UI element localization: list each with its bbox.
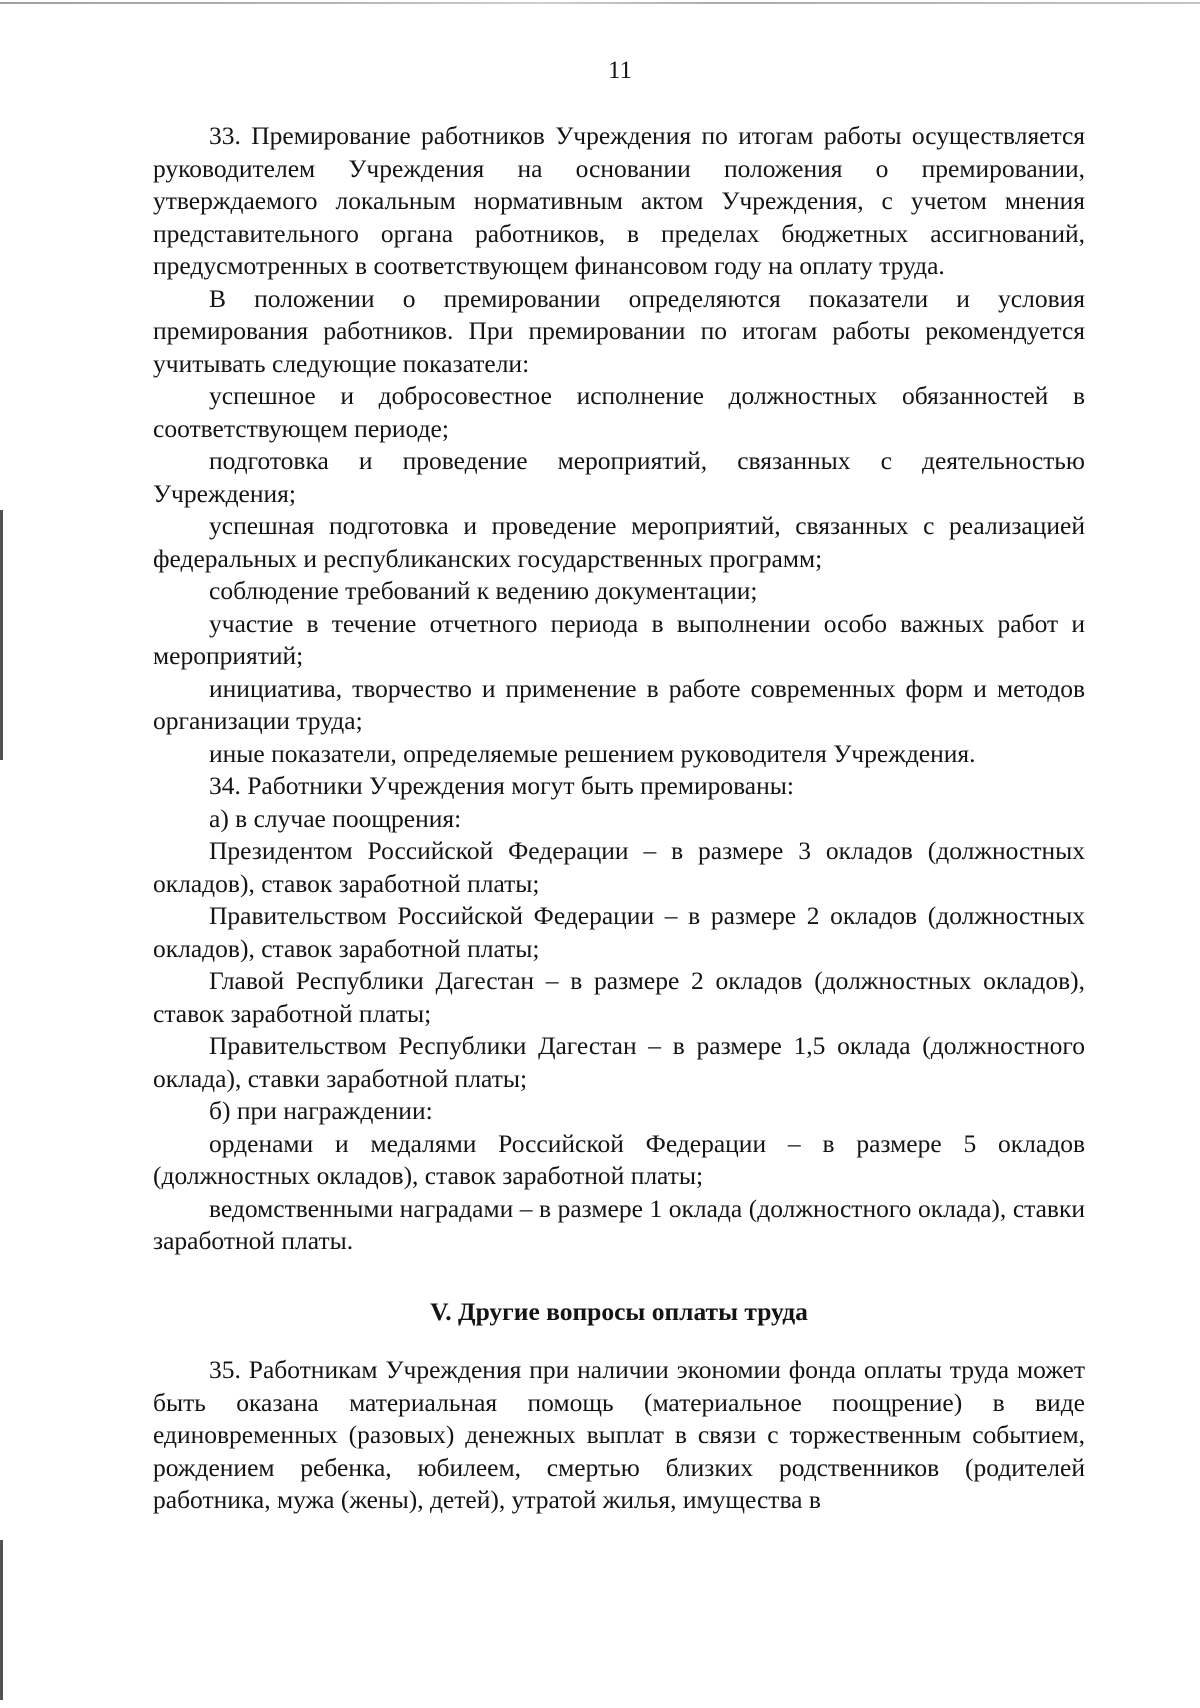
list-item: Правительством Республики Дагестан – в размере 1,5 оклада (должностного оклада), ставки заработной платы; — [153, 1031, 1085, 1093]
list-item: успешное и добросовестное исполнение должностных обязанностей в соответствующем периоде; — [153, 381, 1085, 443]
scan-edge-left-lower — [0, 1540, 3, 1700]
subitem-b: б) при награждении: — [209, 1096, 433, 1125]
page-number: 11 — [607, 57, 633, 84]
document-body — [153, 120, 1085, 1517]
list-item: успешная подготовка и проведение мероприятий, связанных с реализацией федеральных и республиканских государственных программ; — [153, 511, 1085, 573]
scan-edge-top — [0, 2, 1200, 4]
section-heading: V. Другие вопросы оплаты труда — [430, 1296, 808, 1326]
list-item: подготовка и проведение мероприятий, связанных с деятельностью Учреждения; — [153, 446, 1085, 508]
list-item: орденами и медалями Российской Федерации – в размере 5 окладов (должностных окладов), ставок заработной платы; — [153, 1128, 1085, 1190]
subitem-a: а) в случае поощрения: — [209, 803, 462, 833]
paragraph-35: 35. Работникам Учреждения при наличии экономии фонда оплаты труда может быть оказана материальная помощь (материальное поощрение) в виде единовременных (разовых) денежных выплат в связи с торжественным событием, рождением ребенка, юбилеем, смертью близких родственников (родителей работника, мужа (жены), детей), утратой жилья, имущества в — [153, 1355, 1085, 1514]
list-item: соблюдение требований к ведению документации; — [209, 576, 758, 605]
list-item: инициатива, творчество и применение в работе современных форм и методов организации труда; — [153, 673, 1085, 735]
list-item: Главой Республики Дагестан – в размере 2 окладов (должностных окладов), ставок заработной платы; — [153, 966, 1085, 1028]
list-item: Президентом Российской Федерации – в размере 3 окладов (должностных окладов), ставок заработной платы; — [153, 836, 1085, 898]
list-item: участие в течение отчетного периода в выполнении особо важных работ и мероприятий; — [153, 608, 1085, 670]
list-item: Правительством Российской Федерации – в размере 2 окладов (должностных окладов), ставок заработной платы; — [153, 901, 1085, 963]
list-item: иные показатели, определяемые решением руководителя Учреждения. — [209, 738, 976, 768]
scan-edge-left — [0, 510, 3, 760]
spacer — [153, 1258, 1085, 1266]
paragraph-34: 34. Работники Учреждения могут быть премированы: — [209, 771, 794, 800]
list-item: ведомственными наградами – в размере 1 оклада (должностного оклада), ставки заработной платы. — [153, 1193, 1085, 1255]
paragraph: В положении о премировании определяются показатели и условия премирования работников. При премировании по итогам работы рекомендуется учитывать следующие показатели: — [153, 283, 1085, 378]
paragraph-33: 33. Премирование работников Учреждения по итогам работы осуществляется руководителем Учреждения на основании положения о премировании, утверждаемого локальным нормативным актом Учреждения, с учетом мнения представительного органа работников, в пределах бюджетных ассигнований, предусмотренных в соответствующем финансовом году на оплату труда. — [153, 121, 1085, 280]
